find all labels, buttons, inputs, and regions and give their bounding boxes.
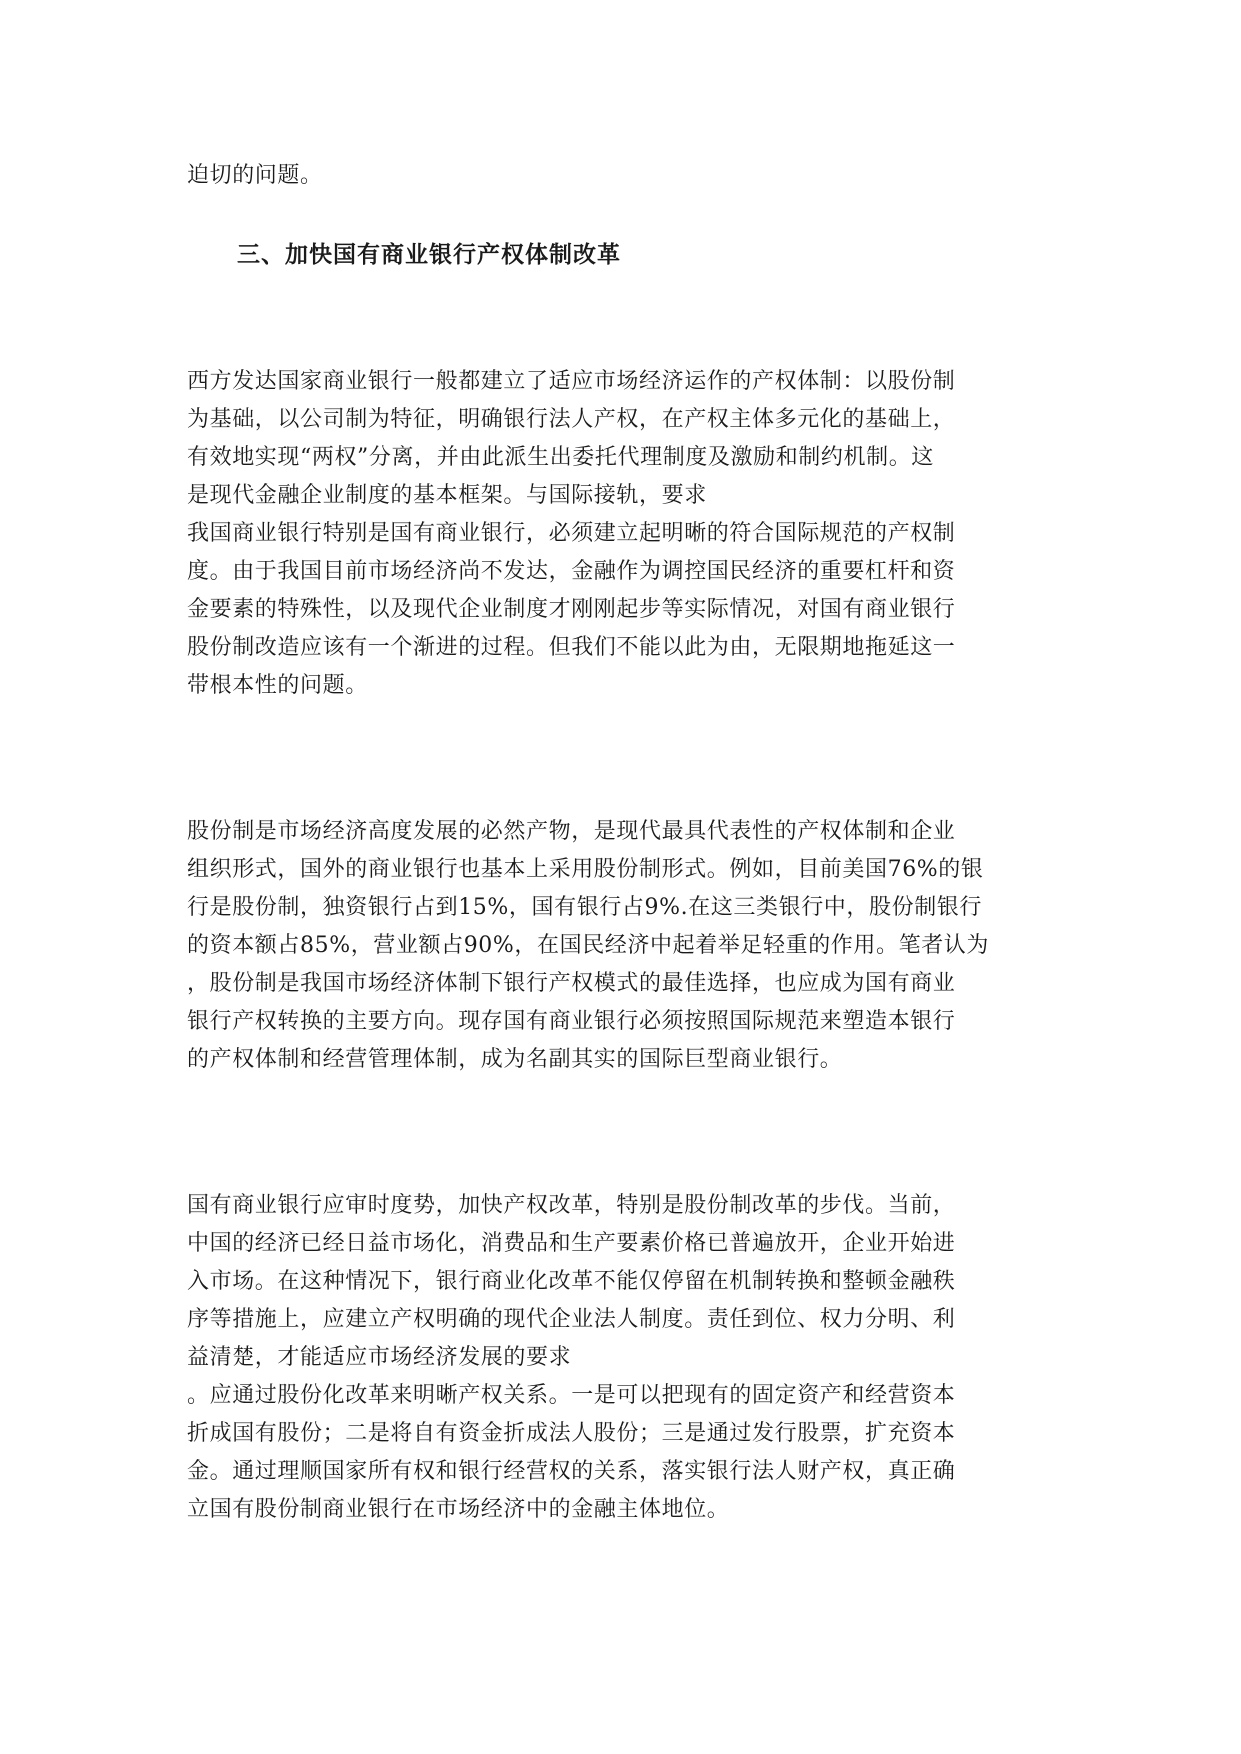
paragraph-3-line: 折成国有股份；二是将自有资金折成法人股份；三是通过发行股票，扩充资本	[187, 1421, 956, 1446]
paragraph-1-line: 有效地实现“两权”分离，并由此派生出委托代理制度及激励和制约机制。这	[187, 445, 934, 470]
paragraph-3-line: 中国的经济已经日益市场化，消费品和生产要素价格已普遍放开，企业开始进	[187, 1231, 956, 1256]
paragraph-2-line: 股份制是市场经济高度发展的必然产物，是现代最具代表性的产权体制和企业	[187, 819, 956, 844]
paragraph-1-line: 为基础，以公司制为特征，明确银行法人产权，在产权主体多元化的基础上，	[187, 407, 956, 432]
paragraph-2-line: 银行产权转换的主要方向。现存国有商业银行必须按照国际规范来塑造本银行	[187, 1009, 956, 1034]
paragraph-1-line: 股份制改造应该有一个渐进的过程。但我们不能以此为由，无限期地拖延这一	[187, 635, 956, 660]
paragraph-3-line: 入市场。在这种情况下，银行商业化改革不能仅停留在机制转换和整顿金融秩	[187, 1269, 956, 1294]
paragraph-3-line: 益清楚，才能适应市场经济发展的要求	[187, 1345, 572, 1370]
paragraph-3-line: 金。通过理顺国家所有权和银行经营权的关系，落实银行法人财产权，真正确	[187, 1459, 956, 1484]
paragraph-2-line: 的资本额占85%，营业额占90%，在国民经济中起着举足轻重的作用。笔者认为	[187, 933, 989, 958]
paragraph-3-line: 国有商业银行应审时度势，加快产权改革，特别是股份制改革的步伐。当前，	[187, 1193, 956, 1218]
paragraph-1-line: 带根本性的问题。	[187, 673, 368, 698]
paragraph-1-line: 金要素的特殊性，以及现代企业制度才刚刚起步等实际情况，对国有商业银行	[187, 597, 956, 622]
intro-tail-line: 迫切的问题。	[187, 163, 323, 188]
paragraph-1-line: 我国商业银行特别是国有商业银行，必须建立起明晰的符合国际规范的产权制	[187, 521, 956, 546]
section-heading: 三、加快国有商业银行产权体制改革	[237, 242, 621, 268]
paragraph-3-line: 。应通过股份化改革来明晰产权关系。一是可以把现有的固定资产和经营资本	[187, 1383, 956, 1408]
paragraph-2-line: 组织形式，国外的商业银行也基本上采用股份制形式。例如，目前美国76%的银	[187, 857, 984, 882]
paragraph-1-line: 度。由于我国目前市场经济尚不发达，金融作为调控国民经济的重要杠杆和资	[187, 559, 956, 584]
paragraph-1-line: 西方发达国家商业银行一般都建立了适应市场经济运作的产权体制：以股份制	[187, 369, 956, 394]
paragraph-2-line: 的产权体制和经营管理体制，成为名副其实的国际巨型商业银行。	[187, 1047, 843, 1072]
paragraph-3-line: 立国有股份制商业银行在市场经济中的金融主体地位。	[187, 1497, 730, 1522]
paragraph-3-line: 序等措施上，应建立产权明确的现代企业法人制度。责任到位、权力分明、利	[187, 1307, 956, 1332]
paragraph-1-line: 是现代金融企业制度的基本框架。与国际接轨，要求	[187, 483, 707, 508]
paragraph-2-line: 行是股份制，独资银行占到15%，国有银行占9%.在这三类银行中，股份制银行	[187, 895, 982, 920]
paragraph-2-line: ，股份制是我国市场经济体制下银行产权模式的最佳选择，也应成为国有商业	[187, 971, 956, 996]
